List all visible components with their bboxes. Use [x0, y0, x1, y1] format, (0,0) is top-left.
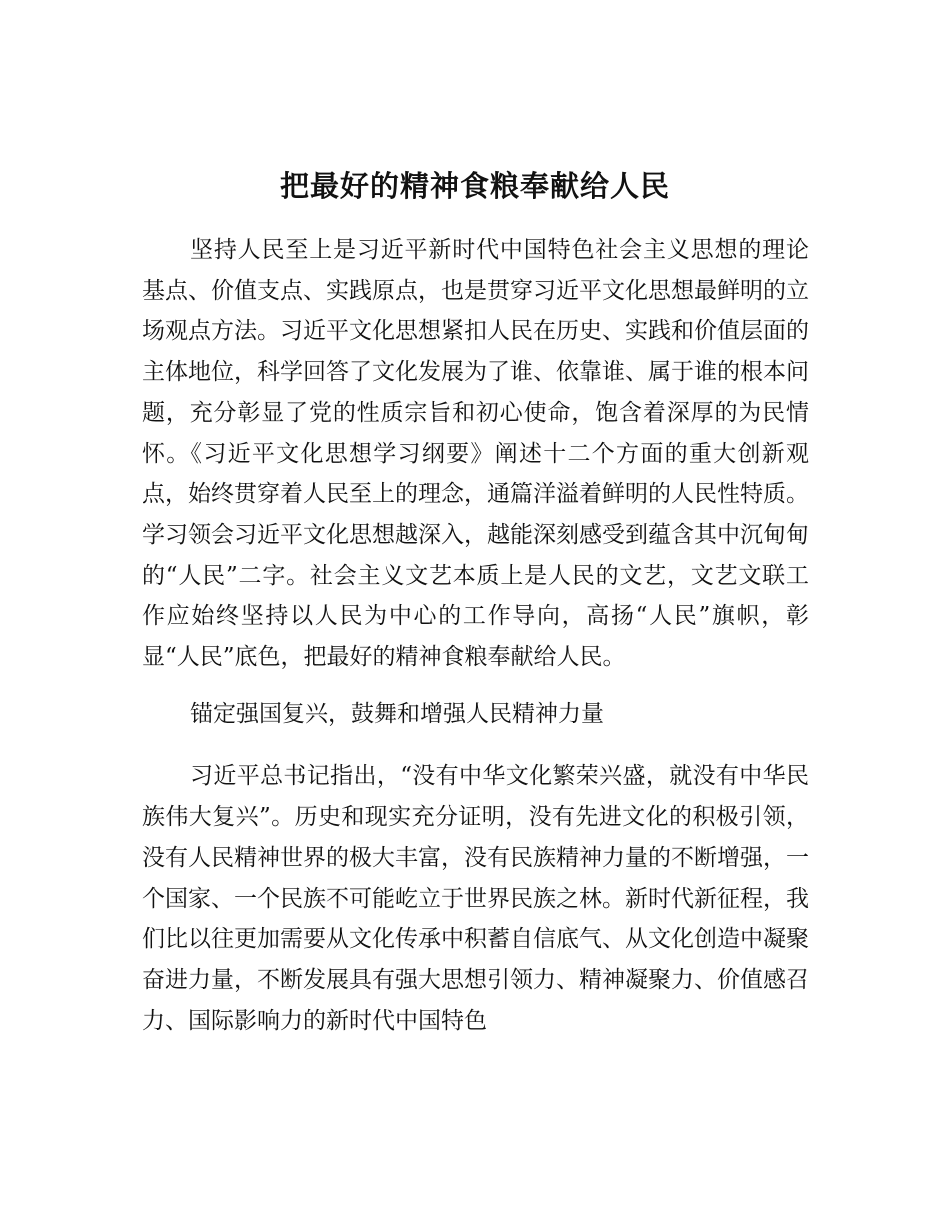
document-title: 把最好的精神食粮奉献给人民 — [279, 169, 670, 203]
body-paragraph-intro: 坚持人民至上是习近平新时代中国特色社会主义思想的理论基点、价值支点、实践原点，也是贯穿习近平文化思想最鲜明的立场观点方法。习近平文化思想紧扣人民在历史、实践和价值层面的主体地位，科学回答了文化发展为了谁、依靠谁、属于谁的根本问题，充分彰显了党的性质宗旨和初心使命，饱含着深厚的为民情怀。《习近平文化思想学习纲要》阐述十二个方面的重大创新观点，始终贯穿着人民至上的理念，通篇洋溢着鲜明的人民性特质。学习领会习近平文化思想越深入，越能深刻感受到蕴含其中沉甸甸的“人民”二字。社会主义文艺本质上是人民的文艺，文艺文联工作应始终坚持以人民为中心的工作导向，高扬“人民”旗帜，彰显“人民”底色，把最好的精神食粮奉献给人民。 — [142, 237, 809, 671]
body-paragraph-section: 习近平总书记指出，“没有中华文化繁荣兴盛，就没有中华民族伟大复兴”。历史和现实充分证明，没有先进文化的积极引领，没有人民精神世界的极大丰富，没有民族精神力量的不断增强，一个国家、一个民族不可能屹立于世界民族之林。新时代新征程，我们比以往更加需要从文化传承中积蓄自信底气、从文化创造中凝聚奋进力量，不断发展具有强大思想引领力、精神凝聚力、价值感召力、国际影响力的新时代中国特色 — [142, 763, 809, 1034]
document-body — [142, 230, 809, 1041]
section-heading: 锚定强国复兴，鼓舞和增强人民精神力量 — [190, 700, 604, 727]
